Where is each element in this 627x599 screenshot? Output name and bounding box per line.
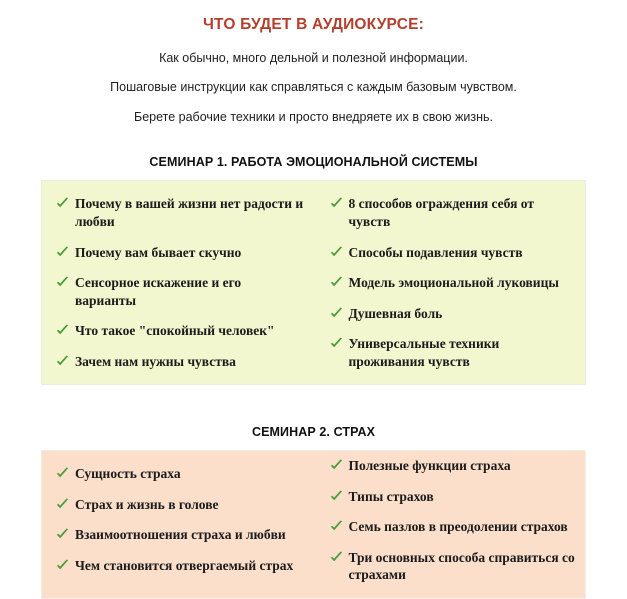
check-mark-icon [56, 197, 69, 210]
seminar-1-right-column [314, 195, 586, 370]
check-mark-icon [330, 520, 343, 533]
list-item [56, 557, 306, 575]
list-item [330, 335, 576, 370]
list-item [56, 465, 306, 483]
intro-block [0, 0, 627, 125]
check-mark-icon [330, 490, 343, 503]
seminar-section-1 [0, 155, 627, 385]
check-mark-icon [56, 559, 69, 572]
check-mark-icon [56, 467, 69, 480]
seminar-2-panel [41, 450, 586, 599]
seminar-2-right-column [314, 457, 586, 584]
list-item [330, 195, 576, 230]
list-item-label: Взаимоотношения страха и любви [75, 527, 286, 543]
list-item [56, 274, 306, 309]
seminar-1-left-list [56, 195, 306, 370]
check-mark-icon [56, 498, 69, 511]
list-item-label: Почему вам бывает скучно [75, 244, 242, 260]
check-mark-icon [56, 528, 69, 541]
seminar-2-right-list [330, 457, 576, 584]
list-item-label: Полезные функции страха [348, 458, 511, 474]
list-item [330, 457, 576, 475]
check-mark-icon [56, 276, 69, 289]
list-item-label: Душевная боль [348, 305, 443, 321]
list-item-label: Что такое "спокойный человек" [75, 323, 275, 339]
list-item-label: Три основных способа справиться со страхами [348, 549, 575, 583]
check-mark-icon [56, 246, 69, 259]
check-mark-icon [330, 307, 343, 320]
list-item-label: Модель эмоциональной луковицы [348, 275, 559, 291]
list-item [330, 274, 576, 292]
list-item [56, 353, 306, 371]
seminar-1-right-list [330, 195, 576, 370]
list-item-label: Универсальные техники проживания чувств [348, 336, 500, 369]
seminar-section-2 [0, 425, 627, 599]
seminar-2-left-list [56, 465, 306, 574]
check-mark-icon [56, 355, 69, 368]
list-item-label: Страх и жизнь в голове [75, 496, 219, 512]
seminar-2-title: СЕМИНАР 2. СТРАХ [251, 425, 376, 440]
list-item-label: Чем становится отвергаемый страх [75, 557, 294, 573]
list-item-label: Способы подавления чувств [348, 244, 523, 260]
list-item [56, 526, 306, 544]
seminar-1-title: СЕМИНАР 1. РАБОТА ЭМОЦИОНАЛЬНОЙ СИСТЕМЫ [149, 155, 478, 170]
intro-line-2: Пошаговые инструкции как справляться с каждым базовым чувством. [110, 80, 517, 95]
check-mark-icon [330, 276, 343, 289]
seminar-1-columns [42, 195, 585, 370]
page-title: ЧТО БУДЕТ В АУДИОКУРСЕ: [202, 16, 425, 33]
list-item [330, 305, 576, 323]
list-item-label: 8 способов ограждения себя от чувств [348, 196, 534, 230]
list-item [56, 322, 306, 340]
check-mark-icon [330, 197, 343, 210]
list-item [330, 518, 576, 536]
intro-line-3: Берете рабочие техники и просто внедряете их в свою жизнь. [134, 109, 493, 124]
seminar-1-panel [41, 180, 586, 385]
check-mark-icon [330, 459, 343, 472]
check-mark-icon [56, 324, 69, 337]
check-mark-icon [330, 551, 343, 564]
check-mark-icon [330, 246, 343, 259]
seminar-1-left-column [42, 195, 314, 370]
seminar-2-left-column [42, 465, 314, 574]
list-item [56, 244, 306, 262]
list-item [56, 496, 306, 514]
check-mark-icon [330, 337, 343, 350]
intro-line-1: Как обычно, много дельной и полезной информации. [159, 50, 468, 65]
list-item-label: Типы страхов [348, 488, 434, 504]
list-item-label: Семь пазлов в преодолении страхов [348, 519, 568, 535]
list-item-label: Сущность страха [75, 466, 181, 482]
list-item-label: Сенсорное искажение и его варианты [75, 275, 242, 308]
list-item [56, 195, 306, 230]
seminar-2-columns [42, 458, 585, 584]
list-item [330, 244, 576, 262]
list-item [330, 549, 576, 584]
list-item-label: Почему в вашей жизни нет радости и любви [75, 196, 304, 230]
list-item [330, 488, 576, 506]
list-item-label: Зачем нам нужны чувства [75, 353, 236, 369]
